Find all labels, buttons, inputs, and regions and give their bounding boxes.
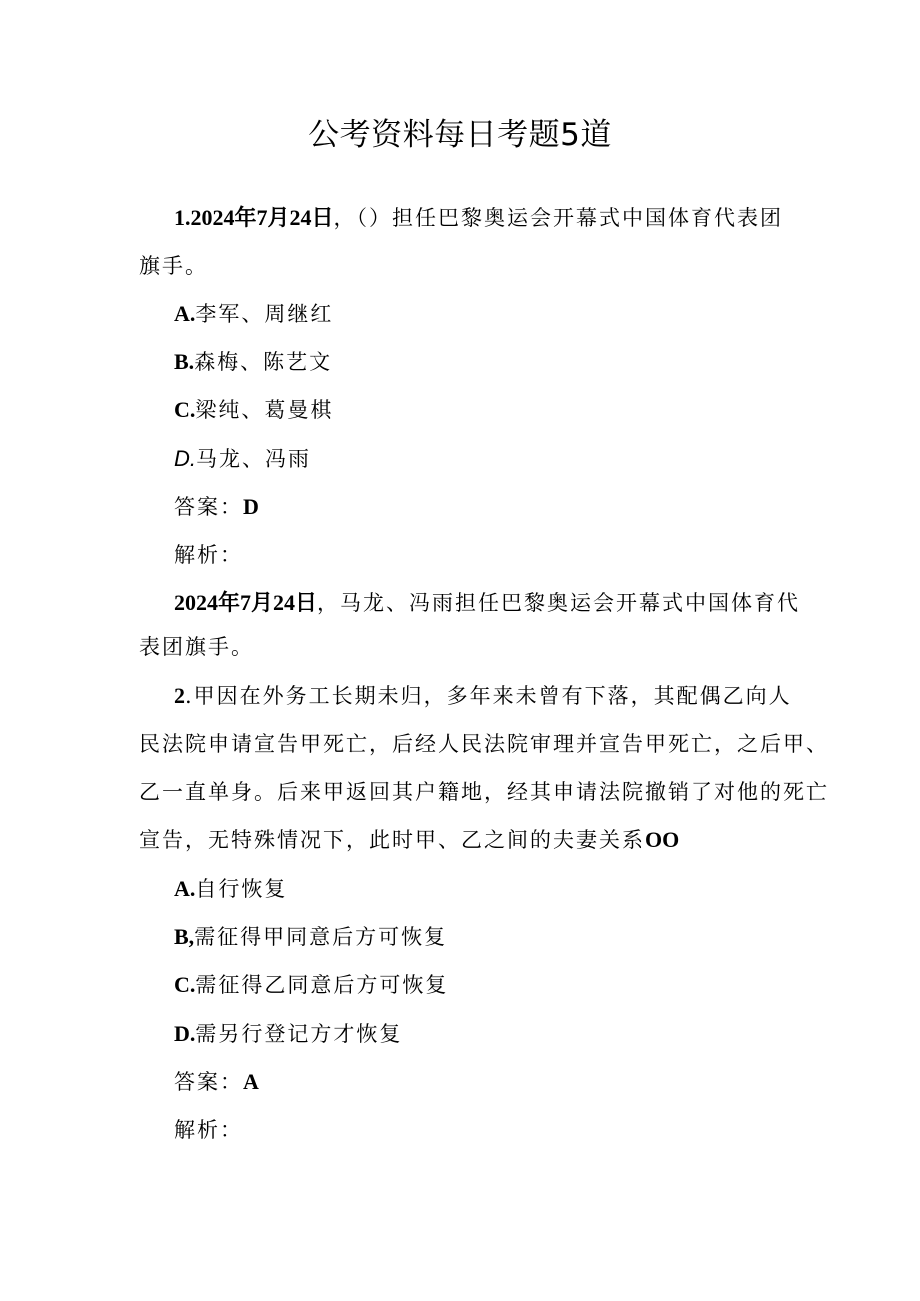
question-1-analysis-line-2: 表团旗手。	[139, 635, 254, 659]
answer-label: 答案：	[174, 1070, 243, 1094]
question-2-analysis-label: 解析：	[174, 1118, 243, 1142]
option-text: 需另行登记方才恢复	[195, 1022, 403, 1046]
question-2-option-c	[174, 970, 448, 1000]
question-2-stem-line-3: 乙一直单身。后来甲返回其户籍地，经其申请法院撤销了对他的死亡	[139, 780, 829, 804]
question-1-option-c	[174, 395, 333, 425]
option-text: 森梅、陈艺文	[194, 350, 333, 374]
question-1-answer	[174, 492, 259, 522]
option-text: 需征得甲同意后方可恢复	[194, 925, 448, 949]
question-1-analysis-label: 解析：	[174, 543, 243, 567]
question-1-number: 1.	[174, 205, 191, 230]
question-1-option-d	[174, 444, 311, 474]
option-text: 李军、周继红	[195, 302, 334, 326]
option-letter: C.	[174, 397, 196, 422]
question-2-stem-text: .甲因在外务工长期未归，多年来未曾有下落，其配偶乙向人	[185, 684, 792, 708]
question-2-number: 2	[174, 683, 185, 708]
question-2-option-d	[174, 1019, 402, 1049]
option-text: 自行恢复	[195, 877, 288, 901]
answer-value: A	[243, 1069, 259, 1094]
option-text: 马龙、冯雨	[196, 447, 311, 471]
question-2-stem-line-1	[174, 681, 792, 711]
question-2-option-a	[174, 874, 287, 904]
question-1-option-a	[174, 299, 333, 329]
question-2-stem-line-2: 民法院申请宣告甲死亡，后经人民法院审理并宣告甲死亡，之后甲、	[139, 732, 829, 756]
analysis-text: ，马龙、冯雨担任巴黎奥运会开幕式中国体育代	[317, 591, 801, 615]
question-1-date: 2024年7月24日	[190, 205, 334, 230]
document-title: 公考资料每日考题5道	[308, 117, 612, 153]
option-letter: A.	[174, 876, 196, 901]
option-text: 梁纯、葛曼棋	[195, 398, 334, 422]
option-letter: B,	[174, 924, 195, 949]
option-letter: D.	[174, 1021, 196, 1046]
option-letter: C.	[174, 972, 196, 997]
question-2-option-b	[174, 922, 447, 952]
answer-label: 答案：	[174, 495, 243, 519]
option-letter: A.	[174, 301, 196, 326]
answer-value: D	[243, 494, 259, 519]
option-letter: D.	[174, 446, 196, 471]
question-2-blank: OO	[645, 827, 680, 852]
question-1-stem-text: ，（）担任巴黎奥运会开幕式中国体育代表团	[333, 206, 784, 230]
question-1-option-b	[174, 347, 332, 377]
question-1-stem-line-2: 旗手。	[139, 254, 208, 278]
option-letter: B.	[174, 349, 195, 374]
question-1-stem-line-1	[174, 203, 783, 233]
question-2-stem-text: 宣告，无特殊情况下，此时甲、乙之间的夫妻关系	[139, 828, 645, 852]
question-2-stem-line-4	[139, 825, 679, 855]
question-1-analysis-line-1	[174, 588, 800, 618]
question-2-answer	[174, 1067, 259, 1097]
analysis-date: 2024年7月24日	[174, 590, 318, 615]
option-text: 需征得乙同意后方可恢复	[195, 973, 449, 997]
